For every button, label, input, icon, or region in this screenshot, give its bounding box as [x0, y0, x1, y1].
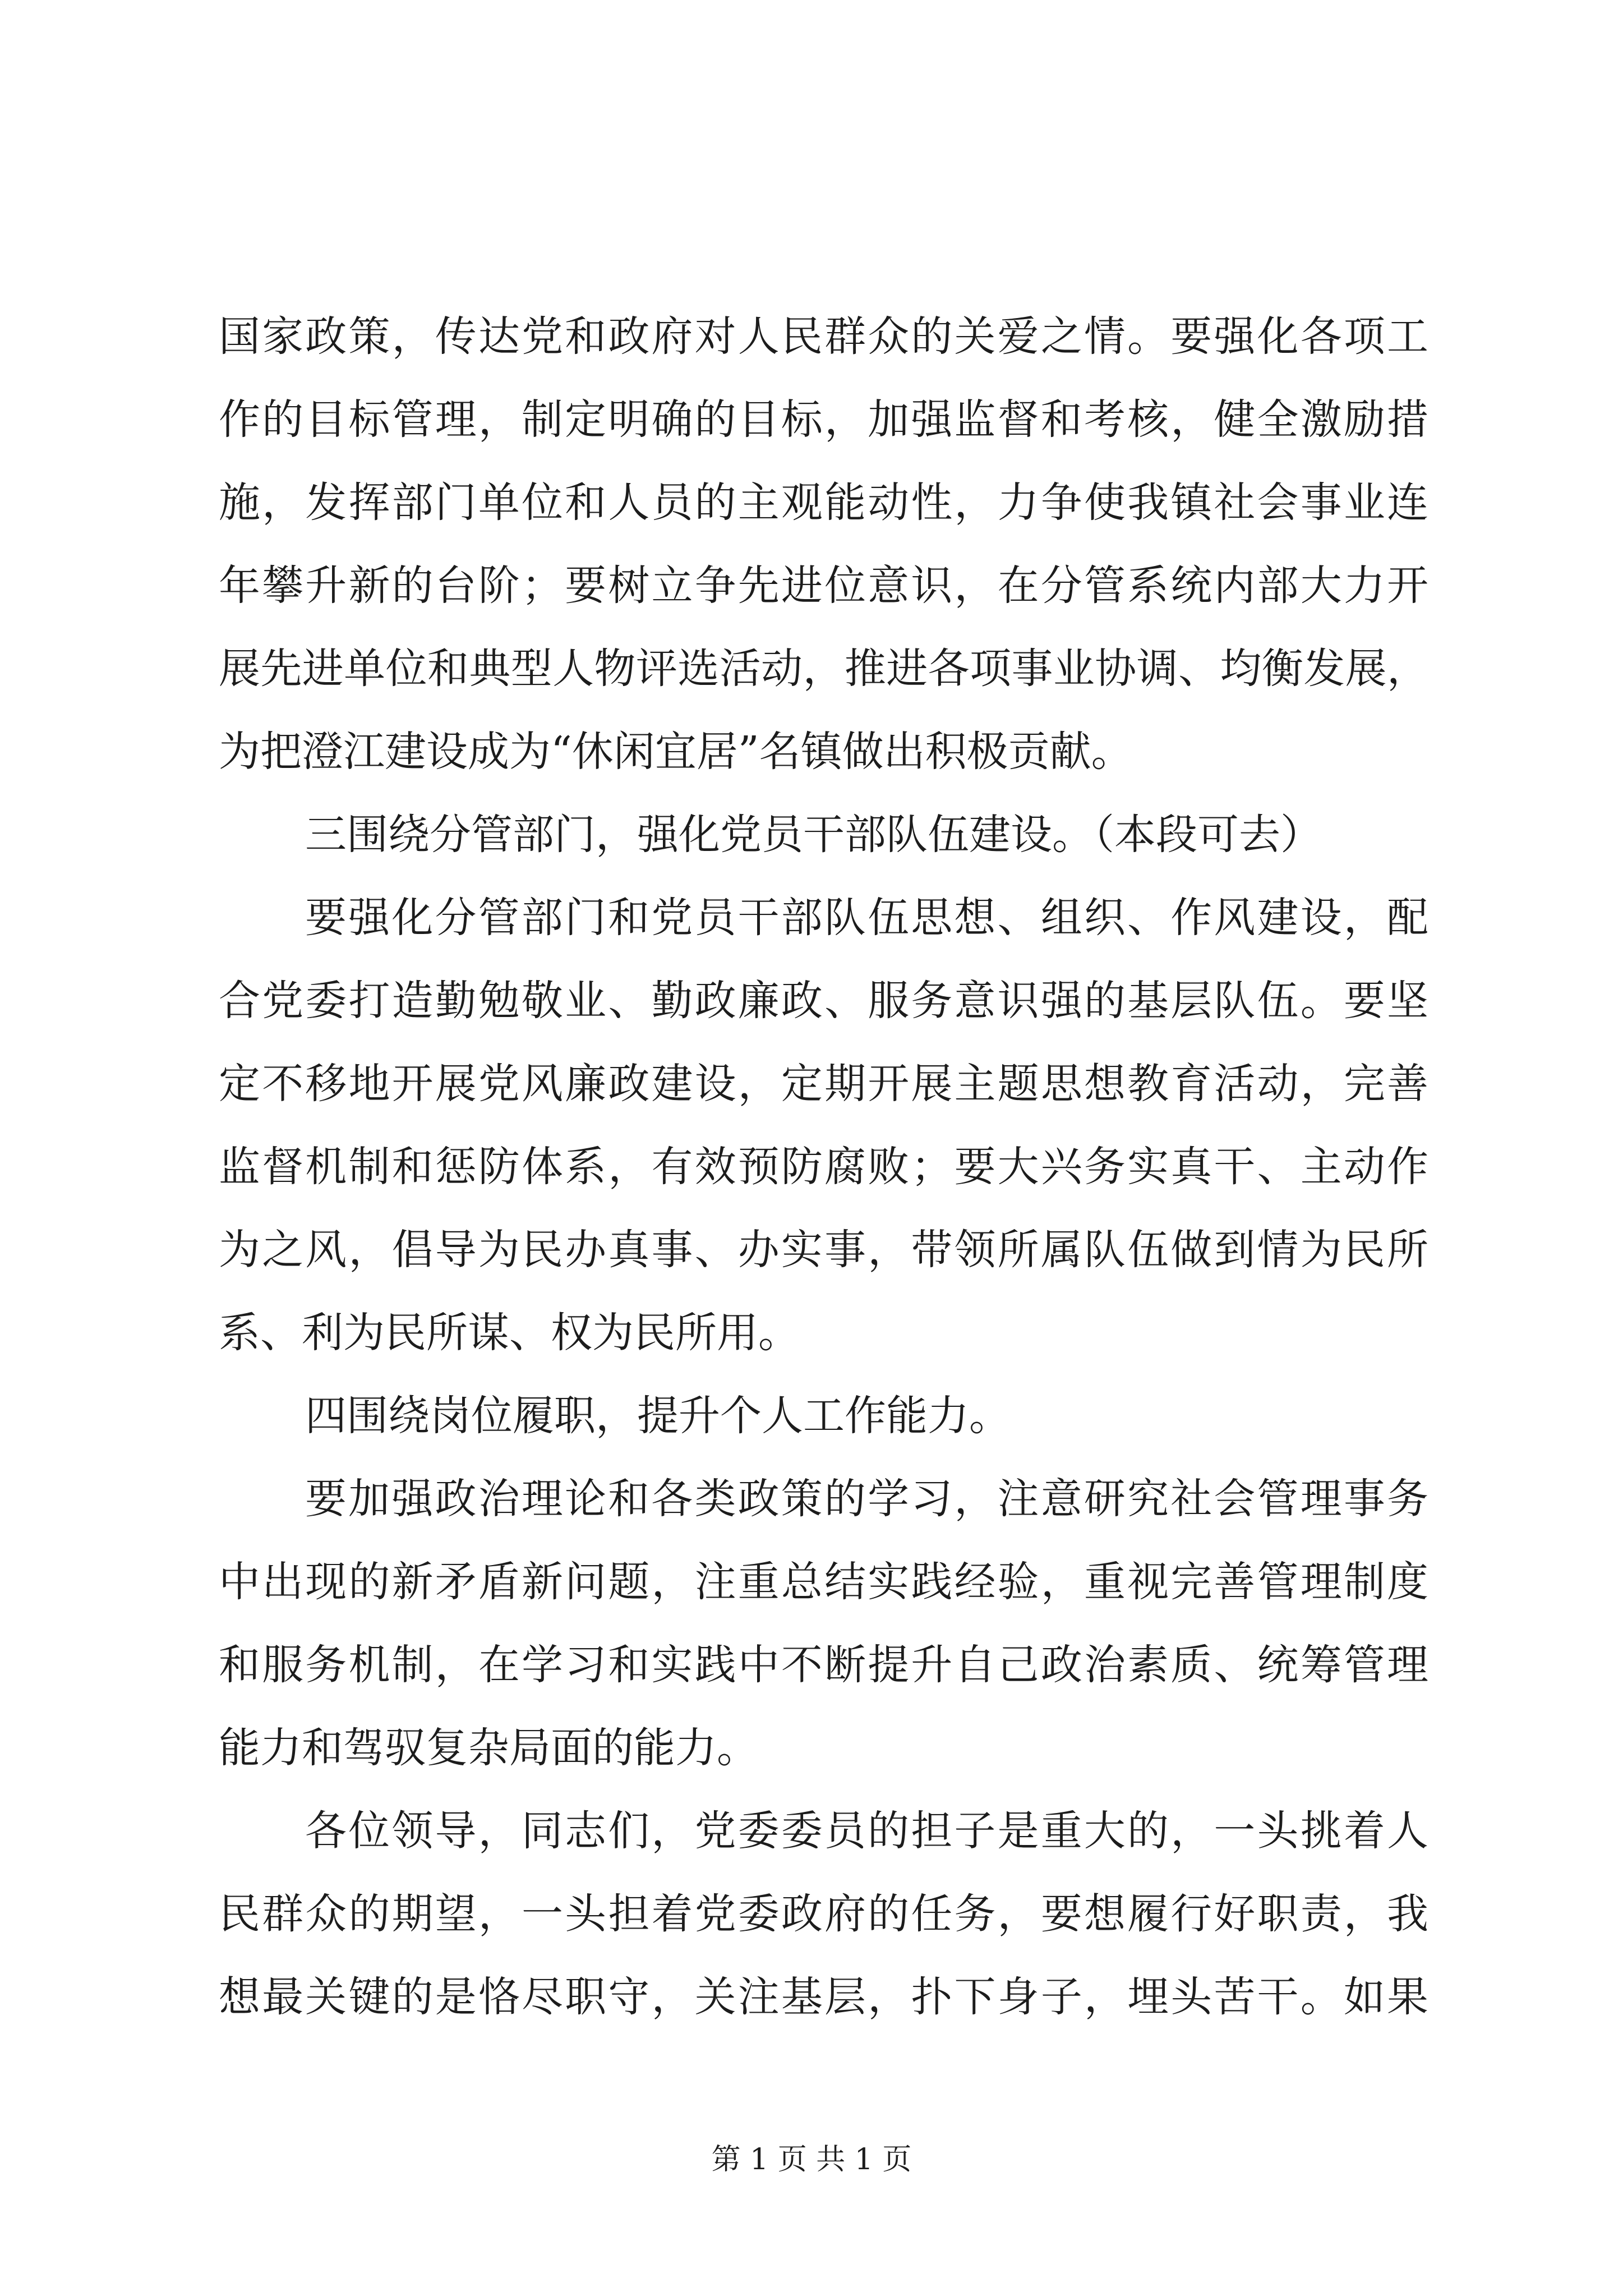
paragraph-line: 作的目标管理，制定明确的目标，加强监督和考核，健全激励措 [219, 395, 1428, 444]
paragraph-line: 系、利为民所谋、权为民所用。 [219, 1309, 800, 1357]
paragraph [219, 1789, 1428, 2039]
paragraph-line: 想最关键的是恪尽职守，关注基层，扑下身子，埋头苦干。如果 [219, 1973, 1428, 2021]
paragraph-line: 监督机制和惩防体系，有效预防腐败；要大兴务实真干、主动作 [219, 1143, 1428, 1191]
paragraph [219, 295, 1428, 793]
document-body [219, 295, 1428, 2039]
paragraph-line: 民群众的期望，一头担着党委政府的任务，要想履行好职责，我 [219, 1890, 1428, 1938]
paragraph-line: 各位领导，同志们，党委委员的担子是重大的，一头挑着人 [305, 1807, 1428, 1855]
paragraph-line: 中出现的新矛盾新问题，注重总结实践经验，重视完善管理制度 [219, 1558, 1428, 1606]
paragraph-line: 展先进单位和典型人物评选活动，推进各项事业协调、均衡发展， [219, 645, 1428, 693]
paragraph-line: 能力和驾驭复杂局面的能力。 [219, 1724, 758, 1772]
paragraph-line: 合党委打造勤勉敬业、勤政廉政、服务意识强的基层队伍。要坚 [219, 977, 1428, 1025]
paragraph-line: 要强化分管部门和党员干部队伍思想、组织、作风建设，配 [305, 894, 1428, 942]
paragraph-line: 国家政策，传达党和政府对人民群众的关爱之情。要强化各项工 [219, 312, 1428, 361]
paragraph-line: 要加强政治理论和各类政策的学习，注意研究社会管理事务 [305, 1475, 1428, 1523]
section-heading-line: 三围绕分管部门，强化党员干部队伍建设。（本段可去） [305, 811, 1322, 859]
paragraph-line: 施，发挥部门单位和人员的主观能动性，力争使我镇社会事业连 [219, 478, 1428, 527]
page-number-label: 第 1 页 共 1 页 [711, 2143, 912, 2177]
section-heading-line: 四围绕岗位履职，提升个人工作能力。 [305, 1392, 1011, 1440]
paragraph [219, 1457, 1428, 1789]
paragraph-line: 和服务机制，在学习和实践中不断提升自己政治素质、统筹管理 [219, 1641, 1428, 1689]
page-footer [0, 2140, 1623, 2179]
paragraph-line: 年攀升新的台阶；要树立争先进位意识，在分管系统内部大力开 [219, 562, 1428, 610]
paragraph-line: 为之风，倡导为民办真事、办实事，带领所属队伍做到情为民所 [219, 1226, 1428, 1274]
section-heading [219, 1374, 1428, 1457]
paragraph [219, 876, 1428, 1374]
paragraph-line: 为把澄江建设成为“休闲宜居”名镇做出积极贡献。 [219, 728, 1133, 776]
paragraph-line: 定不移地开展党风廉政建设，定期开展主题思想教育活动，完善 [219, 1060, 1428, 1108]
section-heading [219, 793, 1428, 876]
